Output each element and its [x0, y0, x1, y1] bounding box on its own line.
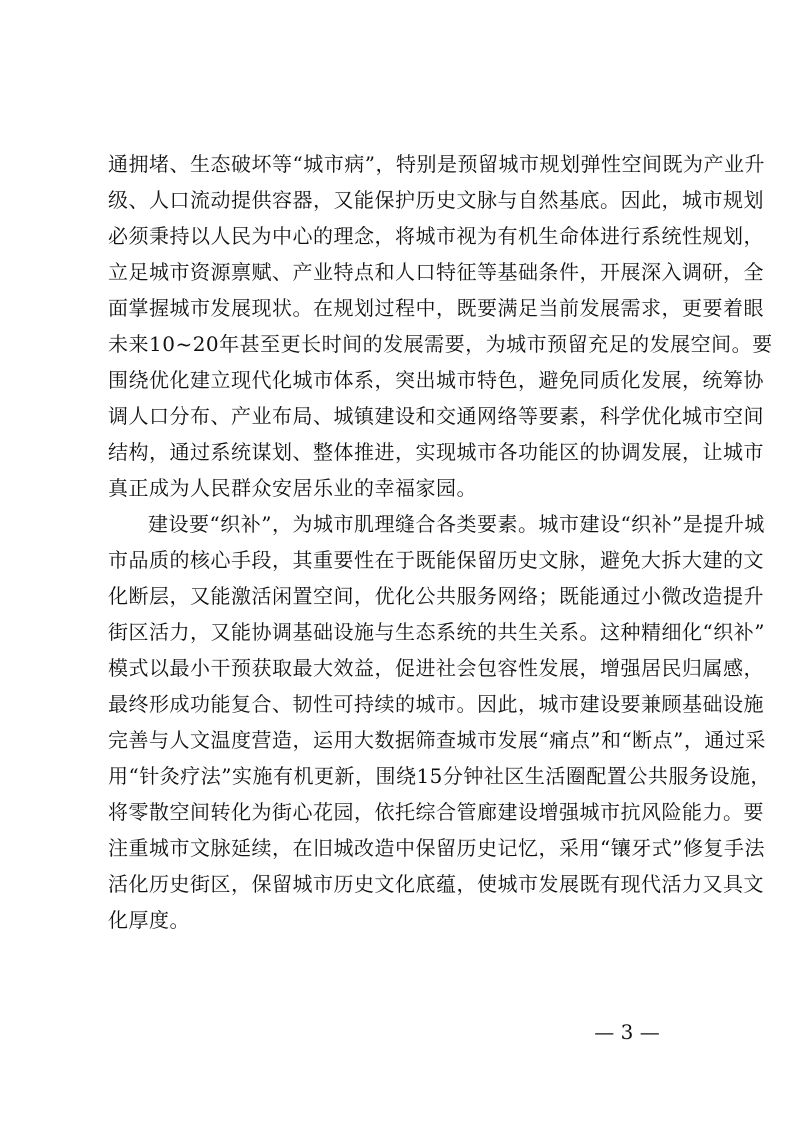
page-number: — 3 —: [594, 1020, 660, 1044]
paragraph-line: 必须秉持以人民为中心的理念，将城市视为有机生命体进行系统性规划，: [108, 224, 764, 248]
paragraph-line: 立足城市资源禀赋、产业特点和人口特征等基础条件，开展深入调研，全: [108, 260, 764, 284]
paragraph-line: 化断层，又能激活闲置空间，优化公共服务网络；既能通过小微改造提升: [108, 584, 764, 608]
paragraph-line: 通拥堵、生态破坏等“城市病”，特别是预留城市规划弹性空间既为产业升: [108, 152, 765, 176]
paragraph-line: 化厚度。: [108, 908, 190, 932]
paragraph-1: [108, 146, 773, 506]
paragraph-line: 真正成为人民群众安居乐业的幸福家园。: [108, 476, 477, 500]
paragraph-line: 级、人口流动提供容器，又能保护历史文脉与自然基底。因此，城市规划: [108, 188, 764, 212]
paragraph-line: 完善与人文温度营造，运用大数据筛查城市发展“痛点”和“断点”，通过采: [108, 728, 766, 752]
paragraph-line: 结构，通过系统谋划、整体推进，实现城市各功能区的协调发展，让城市: [108, 440, 764, 464]
paragraph-line: 用“针灸疗法”实施有机更新，围绕15分钟社区生活圈配置公共服务设施，: [108, 764, 771, 788]
paragraph-line: 调人口分布、产业布局、城镇建设和交通网络等要素，科学优化城市空间: [108, 404, 764, 428]
paragraph-line: 街区活力，又能协调基础设施与生态系统的共生关系。这种精细化“织补”: [108, 620, 765, 644]
paragraph-2: [108, 506, 771, 938]
paragraph-line: 最终形成功能复合、韧性可持续的城市。因此，城市建设要兼顾基础设施: [108, 692, 764, 716]
paragraph-line: 活化历史街区，保留城市历史文化底蕴，使城市发展既有现代活力又具文: [108, 872, 764, 896]
paragraph-line: 市品质的核心手段，其重要性在于既能保留历史文脉，避免大拆大建的文: [108, 548, 764, 572]
body-text: [108, 146, 773, 938]
paragraph-line: 建设要“织补”，为城市肌理缝合各类要素。城市建设“织补”是提升城: [148, 512, 765, 536]
paragraph-line: 围绕优化建立现代化城市体系，突出城市特色，避免同质化发展，统筹协: [108, 368, 764, 392]
paragraph-line: 将零散空间转化为街心花园，依托综合管廊建设增强城市抗风险能力。要: [108, 800, 764, 824]
paragraph-line: 注重城市文脉延续，在旧城改造中保留历史记忆，采用“镶牙式”修复手法: [108, 836, 765, 860]
paragraph-line: 面掌握城市发展现状。在规划过程中，既要满足当前发展需求，更要着眼: [108, 296, 764, 320]
paragraph-line: 未来10~20年甚至更长时间的发展需要，为城市预留充足的发展空间。要: [108, 332, 773, 356]
paragraph-line: 模式以最小干预获取最大效益，促进社会包容性发展，增强居民归属感，: [108, 656, 764, 680]
